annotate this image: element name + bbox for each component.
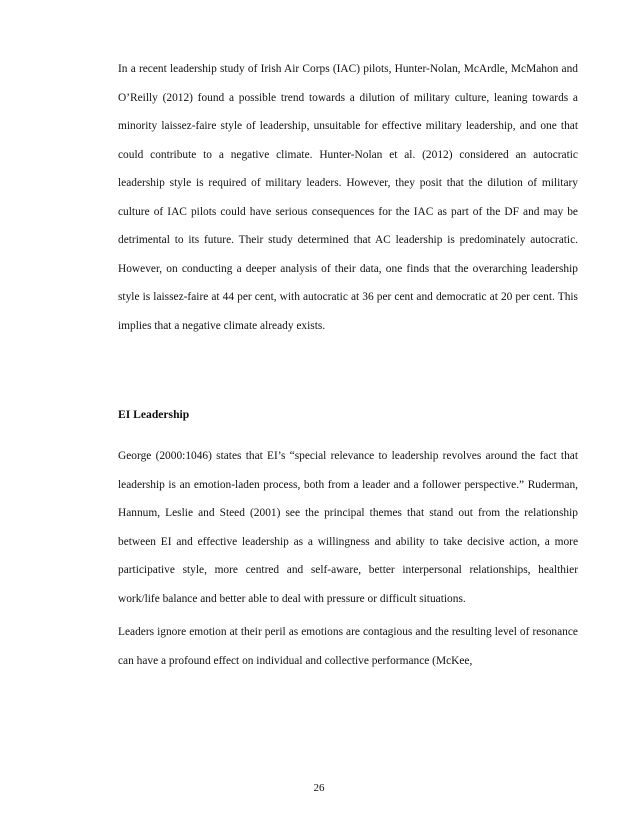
section-heading-ei-leadership: EI Leadership [118,408,190,421]
paragraph-ei-and-leadership: George (2000:1046) states that EI’s “special relevance to leadership revolves around the fact that leadership is an emotion-laden process, both from a leader and a follower perspective.” Ruderman, Hannum, Leslie and Steed (2001) see the principal themes that stand out from the relationship between EI and effective leadership as a willingness and ability to take decisive action, a more participative style, more centred and self-aware, better interpersonal relationships, healthier work/life balance and better able to deal with pressure or difficult situations. [118,450,578,605]
page-body [118,55,578,675]
paragraph-leaders-ignore-emotion: Leaders ignore emotion at their peril as emotions are contagious and the resulting level of resonance can have a profound effect on individual and collective performance (McKee, [118,626,578,667]
page-number: 26 [313,782,325,794]
paragraph-iac-leadership-study: In a recent leadership study of Irish Air Corps (IAC) pilots, Hunter-Nolan, McArdle, McMahon and O’Reilly (2012) found a possible trend towards a dilution of military culture, leaning towards a minority laissez-faire style of leadership, unsuitable for effective military leadership, and one that could contribute to a negative climate. Hunter-Nolan et al. (2012) considered an autocratic leadership style is required of military leaders. However, they posit that the dilution of military culture of IAC pilots could have serious consequences for the IAC as part of the DF and may be detrimental to its future. Their study determined that AC leadership is predominately autocratic. However, on conducting a deeper analysis of their data, one finds that the overarching leadership style is laissez-faire at 44 per cent, with autocratic at 36 per cent and democratic at 20 per cent. This implies that a negative climate already exists. [118,63,578,332]
